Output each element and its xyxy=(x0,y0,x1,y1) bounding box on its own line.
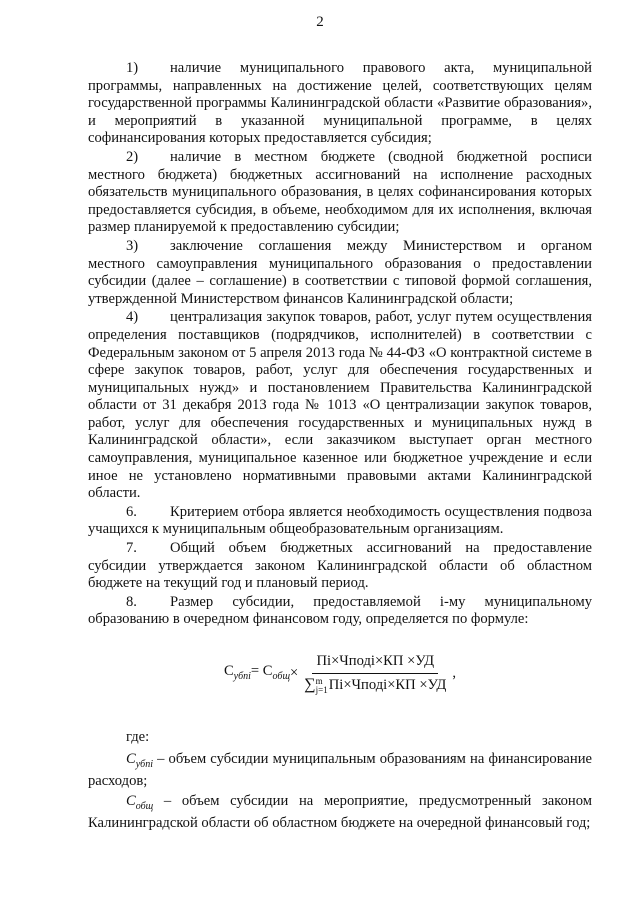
where-label: где: xyxy=(126,729,150,745)
paragraph-text: Критерием отбора является необходимость осуществления подвоза учащихся к муниципальным общеобразовательным организациям. xyxy=(88,503,592,538)
definition-symbol: $С_{убпi}$ xyxy=(126,750,153,770)
paragraph-1 xyxy=(88,60,592,148)
paragraph-text: наличие в местном бюджете (сводной бюджетной росписи местного бюджета) бюджетных ассигнований на исполнение расходных обязательств муниципального образования, в целях софинансирования которых предоставляется субсидия, в объеме, необходимом для их исполнения, включая размер планируемой к предоставлению субсидии; xyxy=(88,148,592,236)
definition-text: – объем субсидии на мероприятие, предусмотренный законом Калининградской области об областном бюджете на очередной финансовый год; xyxy=(88,792,592,832)
item-number: 2) xyxy=(126,148,139,165)
formula-fraction xyxy=(300,653,450,694)
definition-total xyxy=(88,793,592,833)
item-number: 3) xyxy=(126,237,139,254)
item-number: 7. xyxy=(126,540,137,557)
definition-subsidy xyxy=(88,751,592,791)
paragraph-4 xyxy=(88,309,592,503)
paragraph-text: наличие муниципального правового акта, муниципальной программы, направленных на достижение целей, соответствующих целям государственной программы Калининградской области «Развитие образования», и мероприятий в указанной муниципальной программе, в целях софинансирования которых предоставляется субсидия; xyxy=(88,60,592,147)
paragraph-6 xyxy=(88,504,592,539)
definition-symbol: $С_{общ}$ xyxy=(126,792,154,812)
item-number: 8. xyxy=(126,593,137,610)
paragraph-text: Общий объем бюджетных ассигнований на предоставление субсидии утверждается законом Калининградской области об областном бюджете на текущий год и плановый период. xyxy=(88,540,592,592)
subsidy-formula xyxy=(88,639,592,709)
definition-text: – объем субсидии муниципальным образованиям на финансирование расходов; xyxy=(88,750,592,790)
formula-lhs: $С_{убпi}$ xyxy=(223,662,251,682)
paragraph-3 xyxy=(88,238,592,308)
formula-times: × xyxy=(290,665,299,682)
paragraph-text: Размер субсидии, предоставляемой i-му муниципальному образованию в очередном финансовом году, определяется по формуле: xyxy=(88,593,592,628)
formula-trailing: , xyxy=(452,665,457,682)
formula-numerator: Пi×Чподi×КП ×УД xyxy=(312,653,438,674)
item-number: 6. xyxy=(126,503,137,520)
sum-icon: ∑ xyxy=(304,675,316,693)
item-number: 4) xyxy=(126,309,139,326)
page-number: 2 xyxy=(316,14,324,30)
formula-denominator: ∑ m j=1 Пi×Чподi×КП ×УД xyxy=(304,675,447,695)
paragraph-text: заключение соглашения между Министерством и органом местного самоуправления муниципального образования о предоставлении субсидии (далее – соглашение) в соответствии с типовой формой соглашения, утвержденной Министерством финансов Калининградской области; xyxy=(88,237,592,307)
paragraph-2 xyxy=(88,149,592,237)
paragraph-7 xyxy=(88,540,592,593)
sum-limits: m j=1 xyxy=(315,675,328,695)
formula-total: = $С_{общ}$ xyxy=(250,662,290,682)
item-number: 1) xyxy=(126,60,139,76)
paragraph-8 xyxy=(88,594,592,629)
paragraph-text: централизация закупок товаров, работ, услуг путем осуществления определения поставщиков (подрядчиков, исполнителей) в соответствии с Федеральным законом от 5 апреля 2013 года № 44-ФЗ «О контрактной системе в сфере закупок товаров, работ, услуг для обеспечения государственных и муниципальных нужд» и постановлением Правительства Калининградской области от 31 декабря 2013 года № 1013 «О централизации закупок товаров, работ, услуг для обеспечения государственных и муниципальных нужд в Калининградской области», если заказчиком выступает орган местного самоуправления, муниципальное казенное или бюджетное учреждение и если иное не установлено нормативными правовыми актами Калининградской области. xyxy=(88,309,592,502)
document-body xyxy=(88,60,592,835)
